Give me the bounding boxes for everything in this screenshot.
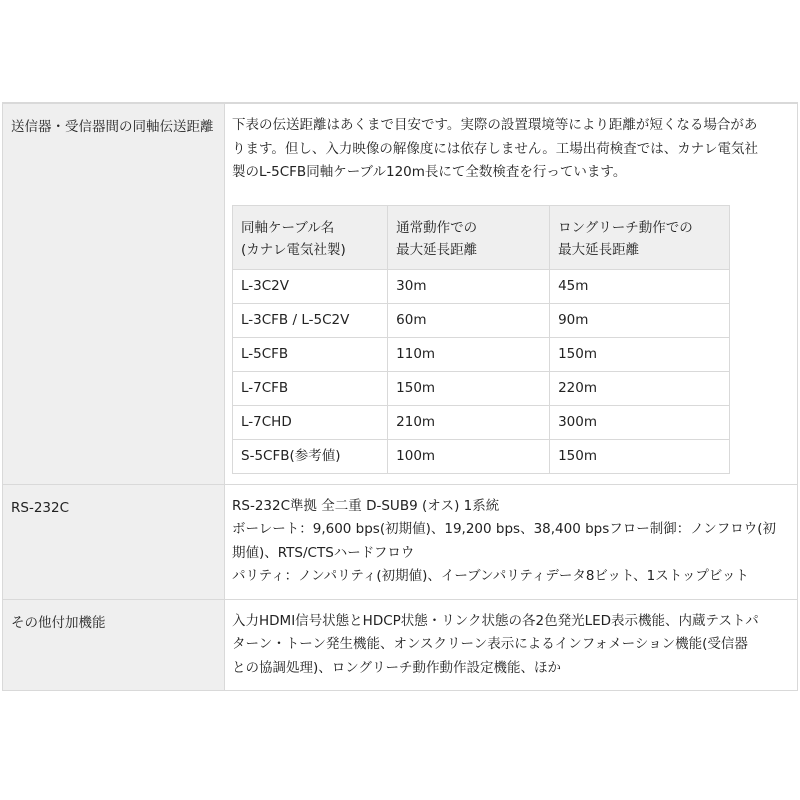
table-row xyxy=(233,303,730,337)
spec-value-other-features xyxy=(225,599,798,691)
normal-distance-cell: 100m xyxy=(388,439,550,473)
spec-label-coax-distance: 送信器・受信器間の同軸伝送距離 xyxy=(3,103,225,484)
normal-distance-cell: 110m xyxy=(388,337,550,371)
spec-label-other-features: その他付加機能 xyxy=(3,599,225,691)
spec-line: 期値)、RTS/CTSハードフロウ xyxy=(232,544,415,561)
spec-line: パリティ：ノンパリティ(初期値)、イーブンパリティデータ8ビット、1ストップビット xyxy=(232,568,749,584)
normal-distance-cell: 60m xyxy=(388,303,550,337)
table-row xyxy=(233,439,730,473)
spec-row-rs232c xyxy=(3,484,798,599)
column-header-normal-distance xyxy=(388,205,550,269)
header-line: (カナレ電気社製) xyxy=(241,242,346,258)
column-header-cable-name xyxy=(233,205,388,269)
long-reach-distance-cell: 220m xyxy=(550,371,730,405)
cable-name-cell: L-7CHD xyxy=(233,405,388,439)
coax-distance-description xyxy=(232,114,789,185)
long-reach-distance-cell: 150m xyxy=(550,337,730,371)
spec-row-other-features xyxy=(3,599,798,691)
spec-line: との協調処理)、ロングリーチ動作動作設定機能、ほか xyxy=(232,659,561,676)
header-line: 通常動作での xyxy=(396,220,478,236)
distance-table-header-row xyxy=(233,205,730,269)
long-reach-distance-cell: 45m xyxy=(550,269,730,303)
long-reach-distance-cell: 150m xyxy=(550,439,730,473)
header-line: ロングリーチ動作での xyxy=(558,220,693,236)
description-line: 製のL-5CFB同軸ケーブル120m長にて全数検査を行っています。 xyxy=(232,164,627,180)
spec-row-coax-distance xyxy=(3,103,798,484)
table-row xyxy=(233,405,730,439)
cable-name-cell: L-3C2V xyxy=(233,269,388,303)
cable-name-cell: L-7CFB xyxy=(233,371,388,405)
long-reach-distance-cell: 90m xyxy=(550,303,730,337)
column-header-long-reach-distance xyxy=(550,205,730,269)
description-line: ります。但し、入力映像の解像度には依存しません。工場出荷検査では、カナレ電気社 xyxy=(232,140,758,157)
spec-value-rs232c xyxy=(225,484,798,599)
normal-distance-cell: 150m xyxy=(388,371,550,405)
spec-line: ターン・トーン発生機能、オンスクリーン表示によるインフォメーション機能(受信器 xyxy=(232,636,748,652)
table-row xyxy=(233,371,730,405)
long-reach-distance-cell: 300m xyxy=(550,405,730,439)
header-line: 同軸ケーブル名 xyxy=(241,220,335,236)
cable-name-cell: L-3CFB / L-5C2V xyxy=(233,303,388,337)
spec-line: RS-232C準拠 全二重 D-SUB9 (オス) 1系統 xyxy=(232,497,500,514)
spec-line: 入力HDMI信号状態とHDCP状態・リンク状態の各2色発光LED表示機能、内蔵テストパ xyxy=(232,612,759,629)
table-row xyxy=(233,337,730,371)
distance-table xyxy=(232,205,730,474)
normal-distance-cell: 210m xyxy=(388,405,550,439)
spec-line: ボーレート：9,600 bps(初期値)、19,200 bps、38,400 bpsフロー制御：ノンフロウ(初 xyxy=(232,521,777,537)
description-line: 下表の伝送距離はあくまで目安です。実際の設置環境等により距離が短くなる場合があ xyxy=(232,117,758,133)
spec-label-rs232c: RS-232C xyxy=(3,484,225,599)
spec-value-coax-distance xyxy=(225,103,798,484)
header-line: 最大延長距離 xyxy=(558,242,640,258)
spec-table xyxy=(2,102,798,691)
cable-name-cell: L-5CFB xyxy=(233,337,388,371)
normal-distance-cell: 30m xyxy=(388,269,550,303)
table-row xyxy=(233,269,730,303)
cable-name-cell: S-5CFB(参考値) xyxy=(233,439,388,473)
header-line: 最大延長距離 xyxy=(396,242,478,258)
